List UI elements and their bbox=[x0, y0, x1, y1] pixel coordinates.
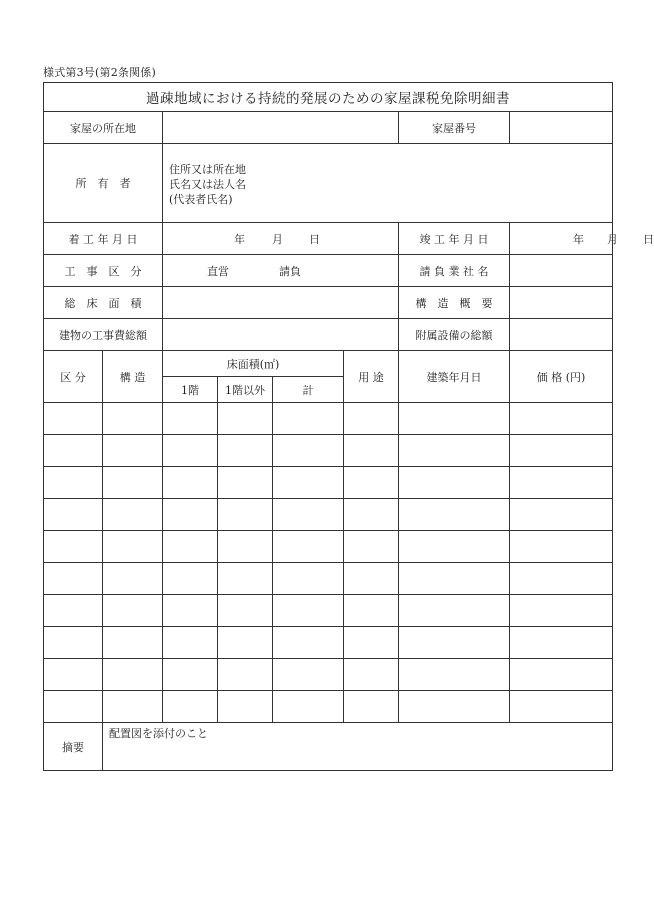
owner-rep-label: (代表者氏名) bbox=[169, 193, 233, 206]
end-month-unit: 月 bbox=[607, 232, 618, 246]
detail-cell[interactable] bbox=[44, 659, 103, 691]
table-row bbox=[44, 467, 613, 499]
contractor-label: 請 負 業 社 名 bbox=[399, 255, 510, 287]
contract-option[interactable]: 請負 bbox=[279, 264, 301, 278]
detail-cell[interactable] bbox=[218, 691, 273, 723]
detail-cell[interactable] bbox=[218, 531, 273, 563]
table-row bbox=[44, 435, 613, 467]
remarks-label: 摘要 bbox=[44, 723, 103, 771]
detail-cell[interactable] bbox=[344, 659, 399, 691]
detail-cell[interactable] bbox=[273, 659, 344, 691]
detail-cell[interactable] bbox=[44, 403, 103, 435]
structure-header: 構 造 bbox=[103, 351, 163, 403]
structure-outline-field[interactable] bbox=[510, 287, 613, 319]
detail-cell[interactable] bbox=[344, 531, 399, 563]
detail-cell[interactable] bbox=[44, 563, 103, 595]
table-row bbox=[44, 563, 613, 595]
detail-cell[interactable] bbox=[218, 563, 273, 595]
total-floor-field[interactable] bbox=[163, 287, 399, 319]
detail-cell[interactable] bbox=[44, 499, 103, 531]
end-day-unit: 日 bbox=[643, 232, 654, 246]
structure-outline-label: 構 造 概 要 bbox=[399, 287, 510, 319]
form-title: 過疎地域における持続的発展のための家屋課税免除明細書 bbox=[44, 83, 613, 112]
end-date-field[interactable] bbox=[510, 223, 654, 255]
detail-cell[interactable] bbox=[344, 595, 399, 627]
detail-cell[interactable] bbox=[273, 435, 344, 467]
detail-cell[interactable] bbox=[510, 659, 613, 691]
detail-cell[interactable] bbox=[44, 531, 103, 563]
start-day-unit: 日 bbox=[309, 232, 320, 246]
detail-cell[interactable] bbox=[103, 531, 163, 563]
detail-cell[interactable] bbox=[273, 499, 344, 531]
floor-area-header-text: 床面積(㎡) bbox=[226, 357, 280, 371]
detail-cell[interactable] bbox=[399, 563, 510, 595]
start-year-unit: 年 bbox=[234, 232, 245, 246]
detail-cell[interactable] bbox=[510, 531, 613, 563]
detail-cell[interactable] bbox=[103, 499, 163, 531]
detail-cell[interactable] bbox=[163, 627, 218, 659]
detail-cell[interactable] bbox=[103, 403, 163, 435]
floor-area-header bbox=[163, 351, 344, 377]
detail-cell[interactable] bbox=[163, 563, 218, 595]
detail-cell[interactable] bbox=[218, 499, 273, 531]
total-cost-label: 建物の工事費総額 bbox=[44, 319, 163, 351]
detail-cell[interactable] bbox=[344, 403, 399, 435]
owner-address-label: 住所又は所在地 bbox=[169, 163, 246, 176]
table-row bbox=[44, 499, 613, 531]
detail-cell[interactable] bbox=[273, 627, 344, 659]
owner-name-label: 氏名又は法人名 bbox=[169, 178, 246, 191]
detail-cell[interactable] bbox=[103, 467, 163, 499]
detail-cell[interactable] bbox=[510, 435, 613, 467]
detail-cell[interactable] bbox=[344, 435, 399, 467]
detail-cell[interactable] bbox=[218, 403, 273, 435]
detail-cell[interactable] bbox=[344, 691, 399, 723]
detail-cell[interactable] bbox=[273, 531, 344, 563]
detail-cell[interactable] bbox=[273, 403, 344, 435]
table-row bbox=[44, 627, 613, 659]
end-date-label: 竣 工 年 月 日 bbox=[399, 223, 510, 255]
detail-cell[interactable] bbox=[218, 467, 273, 499]
exemption-form-table bbox=[43, 82, 654, 771]
construction-type-field[interactable] bbox=[163, 255, 399, 287]
detail-cell[interactable] bbox=[103, 627, 163, 659]
detail-cell[interactable] bbox=[103, 563, 163, 595]
house-number-label: 家屋番号 bbox=[399, 112, 510, 144]
detail-cell[interactable] bbox=[44, 691, 103, 723]
detail-cell[interactable] bbox=[103, 691, 163, 723]
price-header: 価 格 (円) bbox=[510, 351, 613, 403]
detail-cell[interactable] bbox=[273, 563, 344, 595]
detail-cell[interactable] bbox=[399, 531, 510, 563]
detail-cell[interactable] bbox=[163, 531, 218, 563]
table-row bbox=[44, 531, 613, 563]
floor-other-header: 1階以外 bbox=[218, 377, 273, 403]
remarks-field[interactable] bbox=[103, 723, 613, 771]
location-label: 家屋の所在地 bbox=[44, 112, 163, 144]
detail-cell[interactable] bbox=[510, 467, 613, 499]
floor-1-header: 1階 bbox=[163, 377, 218, 403]
detail-cell[interactable] bbox=[399, 403, 510, 435]
detail-cell[interactable] bbox=[218, 435, 273, 467]
detail-cell[interactable] bbox=[273, 595, 344, 627]
detail-cell[interactable] bbox=[44, 627, 103, 659]
start-date-label: 着 工 年 月 日 bbox=[44, 223, 163, 255]
detail-cell[interactable] bbox=[163, 499, 218, 531]
detail-cell[interactable] bbox=[44, 595, 103, 627]
detail-cell[interactable] bbox=[273, 691, 344, 723]
use-header: 用 途 bbox=[344, 351, 399, 403]
detail-cell[interactable] bbox=[510, 499, 613, 531]
detail-cell[interactable] bbox=[218, 595, 273, 627]
detail-cell[interactable] bbox=[510, 691, 613, 723]
detail-rows bbox=[44, 403, 613, 723]
category-header: 区 分 bbox=[44, 351, 103, 403]
attached-cost-label: 附属設備の総額 bbox=[399, 319, 510, 351]
detail-cell[interactable] bbox=[344, 499, 399, 531]
table-row bbox=[44, 659, 613, 691]
detail-cell[interactable] bbox=[218, 627, 273, 659]
detail-cell[interactable] bbox=[344, 563, 399, 595]
detail-cell[interactable] bbox=[510, 595, 613, 627]
detail-cell[interactable] bbox=[510, 627, 613, 659]
detail-cell[interactable] bbox=[399, 595, 510, 627]
start-date-field[interactable] bbox=[163, 223, 399, 255]
table-row bbox=[44, 595, 613, 627]
total-cost-field[interactable] bbox=[163, 319, 399, 351]
detail-cell[interactable] bbox=[399, 467, 510, 499]
detail-cell[interactable] bbox=[163, 435, 218, 467]
owner-label: 所 有 者 bbox=[44, 144, 163, 223]
table-row bbox=[44, 691, 613, 723]
detail-cell[interactable] bbox=[399, 627, 510, 659]
start-month-unit: 月 bbox=[272, 232, 283, 246]
detail-cell[interactable] bbox=[273, 467, 344, 499]
location-field[interactable] bbox=[163, 112, 399, 144]
detail-cell[interactable] bbox=[163, 595, 218, 627]
detail-cell[interactable] bbox=[163, 467, 218, 499]
detail-cell[interactable] bbox=[399, 659, 510, 691]
direct-option[interactable]: 直営 bbox=[207, 264, 229, 278]
detail-cell[interactable] bbox=[510, 563, 613, 595]
owner-field[interactable] bbox=[163, 144, 613, 223]
detail-cell[interactable] bbox=[399, 691, 510, 723]
detail-cell[interactable] bbox=[510, 403, 613, 435]
remarks-note: 配置図を添付のこと bbox=[109, 727, 208, 740]
detail-cell[interactable] bbox=[218, 659, 273, 691]
attached-cost-field[interactable] bbox=[510, 319, 613, 351]
detail-cell[interactable] bbox=[163, 403, 218, 435]
detail-cell[interactable] bbox=[103, 659, 163, 691]
form-id: 様式第3号(第2条関係) bbox=[43, 66, 156, 79]
built-date-header: 建築年月日 bbox=[399, 351, 510, 403]
end-year-unit: 年 bbox=[573, 232, 584, 246]
total-floor-label: 総 床 面 積 bbox=[44, 287, 163, 319]
detail-cell[interactable] bbox=[399, 435, 510, 467]
floor-total-header: 計 bbox=[273, 377, 344, 403]
detail-cell[interactable] bbox=[399, 499, 510, 531]
detail-cell[interactable] bbox=[103, 595, 163, 627]
detail-cell[interactable] bbox=[163, 659, 218, 691]
table-row bbox=[44, 403, 613, 435]
detail-cell[interactable] bbox=[44, 435, 103, 467]
detail-cell[interactable] bbox=[44, 467, 103, 499]
detail-cell[interactable] bbox=[163, 691, 218, 723]
detail-cell[interactable] bbox=[344, 627, 399, 659]
detail-cell[interactable] bbox=[344, 467, 399, 499]
detail-cell[interactable] bbox=[103, 435, 163, 467]
house-number-field[interactable] bbox=[510, 112, 613, 144]
construction-type-label: 工 事 区 分 bbox=[44, 255, 163, 287]
contractor-field[interactable] bbox=[510, 255, 613, 287]
